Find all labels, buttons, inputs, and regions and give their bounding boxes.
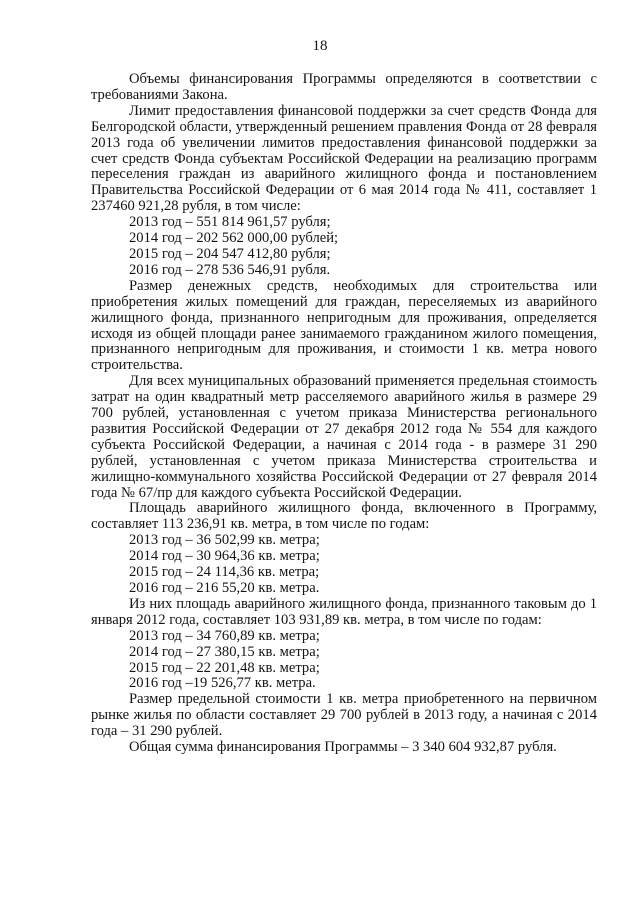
- list-item: 2016 год –19 526,77 кв. метра.: [129, 675, 316, 692]
- list-item: 2013 год – 34 760,89 кв. метра;: [129, 627, 320, 644]
- paragraph: Лимит предоставления финансовой поддержки за счет средств Фонда для Белгородской области, утвержденный решением правления Фонда от 28 февраля 2013 года об увеличении лимитов предоставления финансовой поддержки за счет средств Фонда субъектам Российской Федерации на реализацию программ переселения граждан из аварийного жилищного фонда и постановлением Правительства Российской Федерации от 6 мая 2014 года № 411, составляет 1 237460 921,28 рубля, в том числе:: [91, 102, 597, 215]
- paragraph: Общая сумма финансирования Программы – 3 340 604 932,87 рубля.: [129, 739, 557, 756]
- paragraph: Из них площадь аварийного жилищного фонда, признанного таковым до 1 января 2012 года, составляет 103 931,89 кв. метра, в том числе по годам:: [91, 595, 597, 628]
- list-item: 2016 год – 278 536 546,91 рубля.: [129, 261, 331, 278]
- page-number: 18: [312, 38, 328, 54]
- list-item: 2016 год – 216 55,20 кв. метра.: [129, 580, 320, 596]
- list-item: 2015 год – 24 114,36 кв. метра;: [129, 564, 320, 581]
- list-item: 2015 год – 204 547 412,80 рубля;: [129, 245, 331, 262]
- list-item: 2013 год – 36 502,99 кв. метра;: [129, 532, 320, 549]
- list-item: 2014 год – 30 964,36 кв. метра;: [129, 548, 320, 565]
- document-body: [91, 72, 597, 756]
- list-item: 2015 год – 22 201,48 кв. метра;: [129, 659, 320, 676]
- paragraph: Размер денежных средств, необходимых для строительства или приобретения жилых помещений для граждан, переселяемых из аварийного жилищного фонда, признанного непригодным для проживания, определяется исходя из общей площади ранее занимаемого гражданином жилого помещения, признанного непригодным для проживания, и стоимости 1 кв. метра нового строительства.: [91, 277, 597, 374]
- list-item: 2013 год – 551 814 961,57 рубля;: [129, 214, 331, 231]
- paragraph: Для всех муниципальных образований применяется предельная стоимость затрат на один квадратный метр расселяемого аварийного жилья в размере 29 700 рублей, установленная с учетом приказа Министерства регионального развития Российской Федерации от 27 декабря 2012 года № 554 для каждого субъекта Российской Федерации, а начиная с 2014 года - в размере 31 290 рублей, установленная с учетом приказа Министерства строительства и жилищно-коммунального хозяйства Российской Федерации от 27 февраля 2014 года № 67/пр для каждого субъекта Российской Федерации.: [91, 373, 597, 501]
- paragraph: Объемы финансирования Программы определяются в соответствии с требованиями Закона.: [91, 71, 597, 103]
- list-item: 2014 год – 27 380,15 кв. метра;: [129, 643, 320, 660]
- paragraph: Размер предельной стоимости 1 кв. метра приобретенного на первичном рынке жилья по области составляет 29 700 рублей в 2013 году, а начиная с 2014 года – 31 290 рублей.: [91, 691, 597, 740]
- paragraph: Площадь аварийного жилищного фонда, включенного в Программу, составляет 113 236,91 кв. метра, в том числе по годам:: [91, 500, 597, 533]
- list-item: 2014 год – 202 562 000,00 рублей;: [129, 230, 339, 247]
